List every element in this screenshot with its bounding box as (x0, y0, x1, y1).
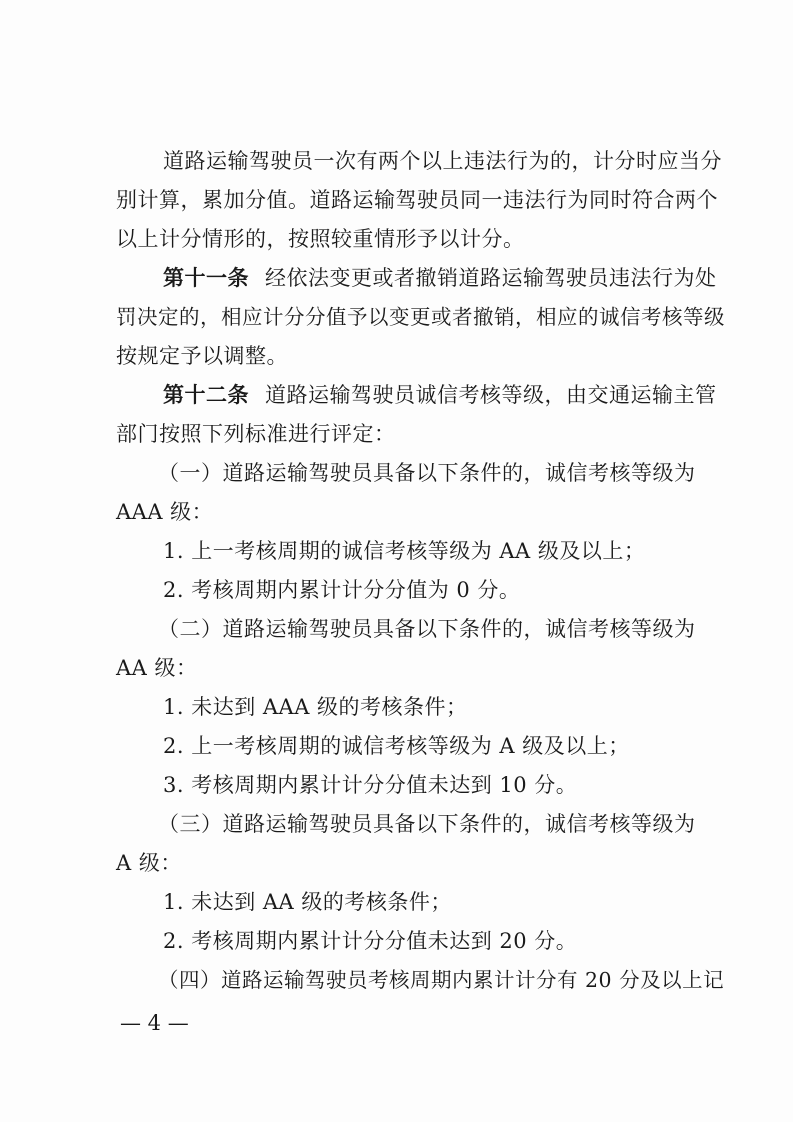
clause-3-line: （三）道路运输驾驶员具备以下条件的，诚信考核等级为 (158, 812, 696, 836)
list-item: 2. 考核周期内累计计分分值为 0 分。 (163, 578, 521, 602)
article-11-line (163, 263, 717, 293)
clause-2-line: AA 级： (116, 656, 198, 680)
list-item: 1. 上一考核周期的诚信考核等级为 AA 级及以上； (163, 539, 646, 563)
page-number: — 4 — (120, 1011, 189, 1035)
article-heading: 第十一条 (163, 266, 249, 290)
clause-2-line: （二）道路运输驾驶员具备以下条件的，诚信考核等级为 (158, 617, 696, 641)
clause-1-line: （一）道路运输驾驶员具备以下条件的，诚信考核等级为 (158, 461, 696, 485)
list-item: 2. 上一考核周期的诚信考核等级为 A 级及以上； (163, 734, 630, 758)
body-text-line: 以上计分情形的，按照较重情形予以计分。 (116, 227, 525, 251)
list-item: 1. 未达到 AAA 级的考核条件； (163, 695, 468, 719)
list-item: 1. 未达到 AA 级的考核条件； (163, 890, 452, 914)
body-text-line: 道路运输驾驶员一次有两个以上违法行为的，计分时应当分 (163, 149, 722, 173)
body-text-line: 部门按照下列标准进行评定： (116, 422, 396, 446)
clause-3-line: A 级： (116, 851, 182, 875)
body-text-line: 按规定予以调整。 (116, 344, 288, 368)
body-text-line: 别计算，累加分值。道路运输驾驶员同一违法行为同时符合两个 (116, 188, 718, 212)
article-12-line (163, 380, 717, 410)
list-item: 2. 考核周期内累计计分分值未达到 20 分。 (163, 929, 578, 953)
clause-1-line: AAA 级： (116, 500, 214, 524)
list-item: 3. 考核周期内累计计分分值未达到 10 分。 (163, 773, 578, 797)
body-text: 道路运输驾驶员诚信考核等级，由交通运输主管 (265, 383, 717, 407)
article-heading: 第十二条 (163, 383, 249, 407)
body-text-line: 罚决定的，相应计分分值予以变更或者撤销，相应的诚信考核等级 (116, 305, 725, 329)
body-text: 经依法变更或者撤销道路运输驾驶员违法行为处 (265, 266, 717, 290)
clause-4-line: （四）道路运输驾驶员考核周期内累计计分有 20 分及以上记 (158, 968, 725, 992)
